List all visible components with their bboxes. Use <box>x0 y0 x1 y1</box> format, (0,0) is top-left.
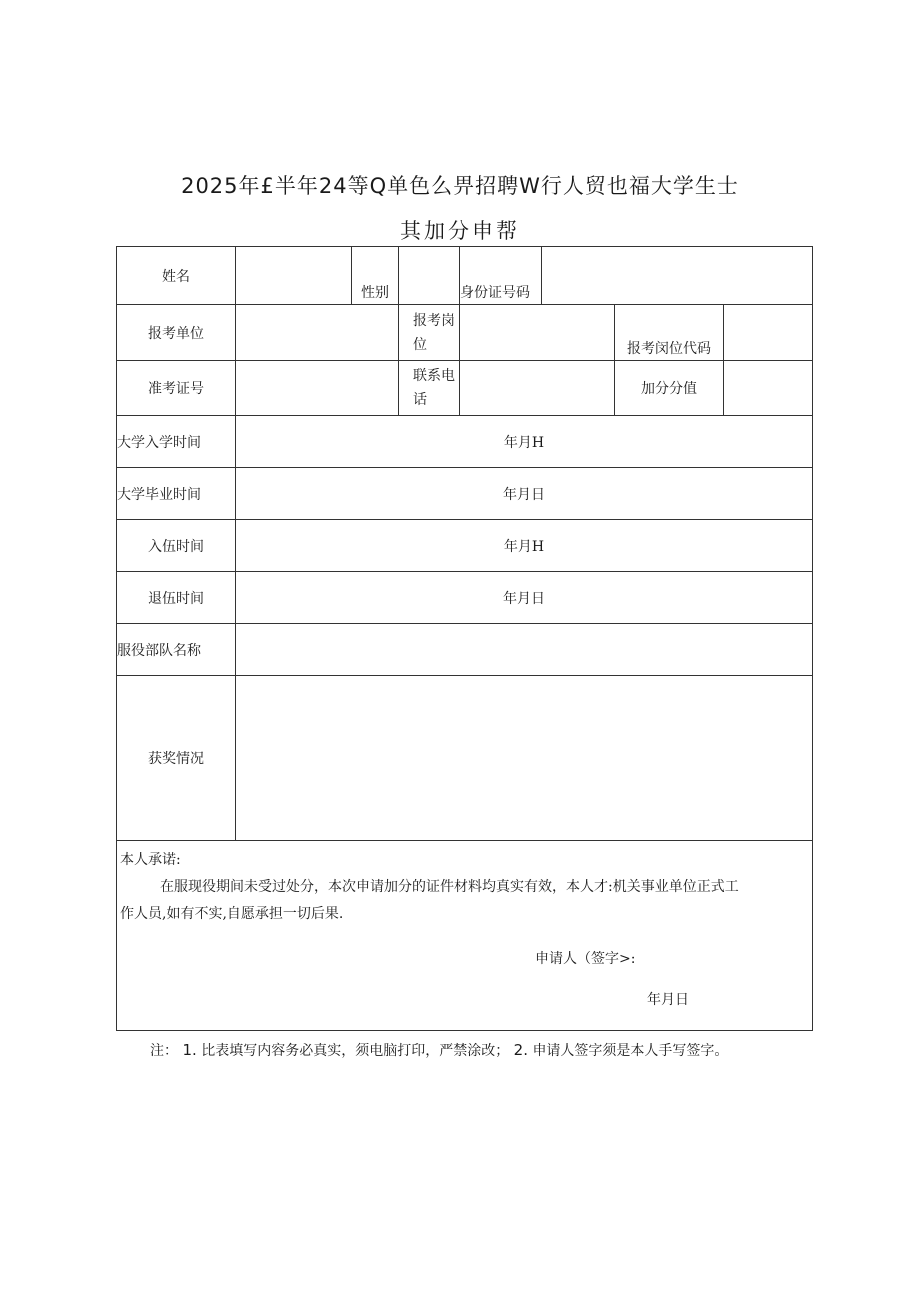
note-number-1: 1. <box>182 1041 197 1059</box>
phone-label-line2: 话 <box>413 392 427 408</box>
note-text-1: 比表填写内容务必真实，须电脑打印，严禁涂改； <box>201 1043 510 1059</box>
exam-no-label: 准考证号 <box>117 361 236 416</box>
post-label-line2: 位 <box>413 336 427 353</box>
awards-label: 获奖情况 <box>117 676 236 841</box>
awards-value[interactable] <box>236 676 813 841</box>
form-title-line2: 其加分申帮 <box>400 219 520 243</box>
note-prefix: 注： <box>150 1043 178 1059</box>
gender-value[interactable] <box>399 247 460 305</box>
signature-date: 年月日 <box>647 992 689 1008</box>
phone-label <box>399 361 460 416</box>
bonus-label: 加分分值 <box>615 361 724 416</box>
id-number-value[interactable] <box>542 247 813 305</box>
discharge-label: 退伍时间 <box>117 572 236 624</box>
troop-value[interactable] <box>236 624 813 676</box>
post-label <box>399 305 460 361</box>
enroll-date[interactable]: 年月H <box>236 416 813 468</box>
troop-label: 服役部队名称 <box>117 624 236 676</box>
enroll-label: 大学入学时间 <box>117 416 236 468</box>
discharge-date[interactable]: 年月日 <box>236 572 813 624</box>
graduate-date[interactable]: 年月日 <box>236 468 813 520</box>
name-label: 姓名 <box>117 247 236 305</box>
pledge-heading: 本人承诺: <box>120 852 181 868</box>
form-title-line1: 2025年£半年24等Q单色么畀招聘W行人贸也福大学生士 <box>181 174 739 198</box>
note-number-2: 2. <box>513 1041 528 1059</box>
phone-label-line1: 联系电 <box>413 368 455 384</box>
exam-no-value[interactable] <box>236 361 399 416</box>
enlist-date[interactable]: 年月H <box>236 520 813 572</box>
enlist-label: 入伍时间 <box>117 520 236 572</box>
graduate-label: 大学毕业时间 <box>117 468 236 520</box>
gender-label: 性别 <box>352 247 399 305</box>
application-form-table <box>116 246 813 1031</box>
unit-label: 报考单位 <box>117 305 236 361</box>
phone-value[interactable] <box>460 361 615 416</box>
post-code-label: 报考闵位代码 <box>615 305 724 361</box>
pledge-section <box>117 841 813 1031</box>
signature-label[interactable]: 申请人（签字>: <box>535 951 636 967</box>
name-value[interactable] <box>236 247 352 305</box>
post-code-value[interactable] <box>724 305 813 361</box>
id-number-label: 身份证号码 <box>460 247 542 305</box>
bonus-value[interactable] <box>724 361 813 416</box>
post-value[interactable] <box>460 305 615 361</box>
pledge-body-line1: 在服现役期间未受过处分，本次申请加分的证件材料均真实有效，本人才:机关事业单位正式工 <box>160 879 739 895</box>
footnote <box>150 1040 728 1060</box>
pledge-body-line2: 作人员,如有不实,自愿承担一切后果. <box>120 906 344 922</box>
note-text-2: 申请人签字须是本人手写签字。 <box>532 1043 729 1059</box>
post-label-line1: 报考岗 <box>413 312 455 329</box>
unit-value[interactable] <box>236 305 399 361</box>
